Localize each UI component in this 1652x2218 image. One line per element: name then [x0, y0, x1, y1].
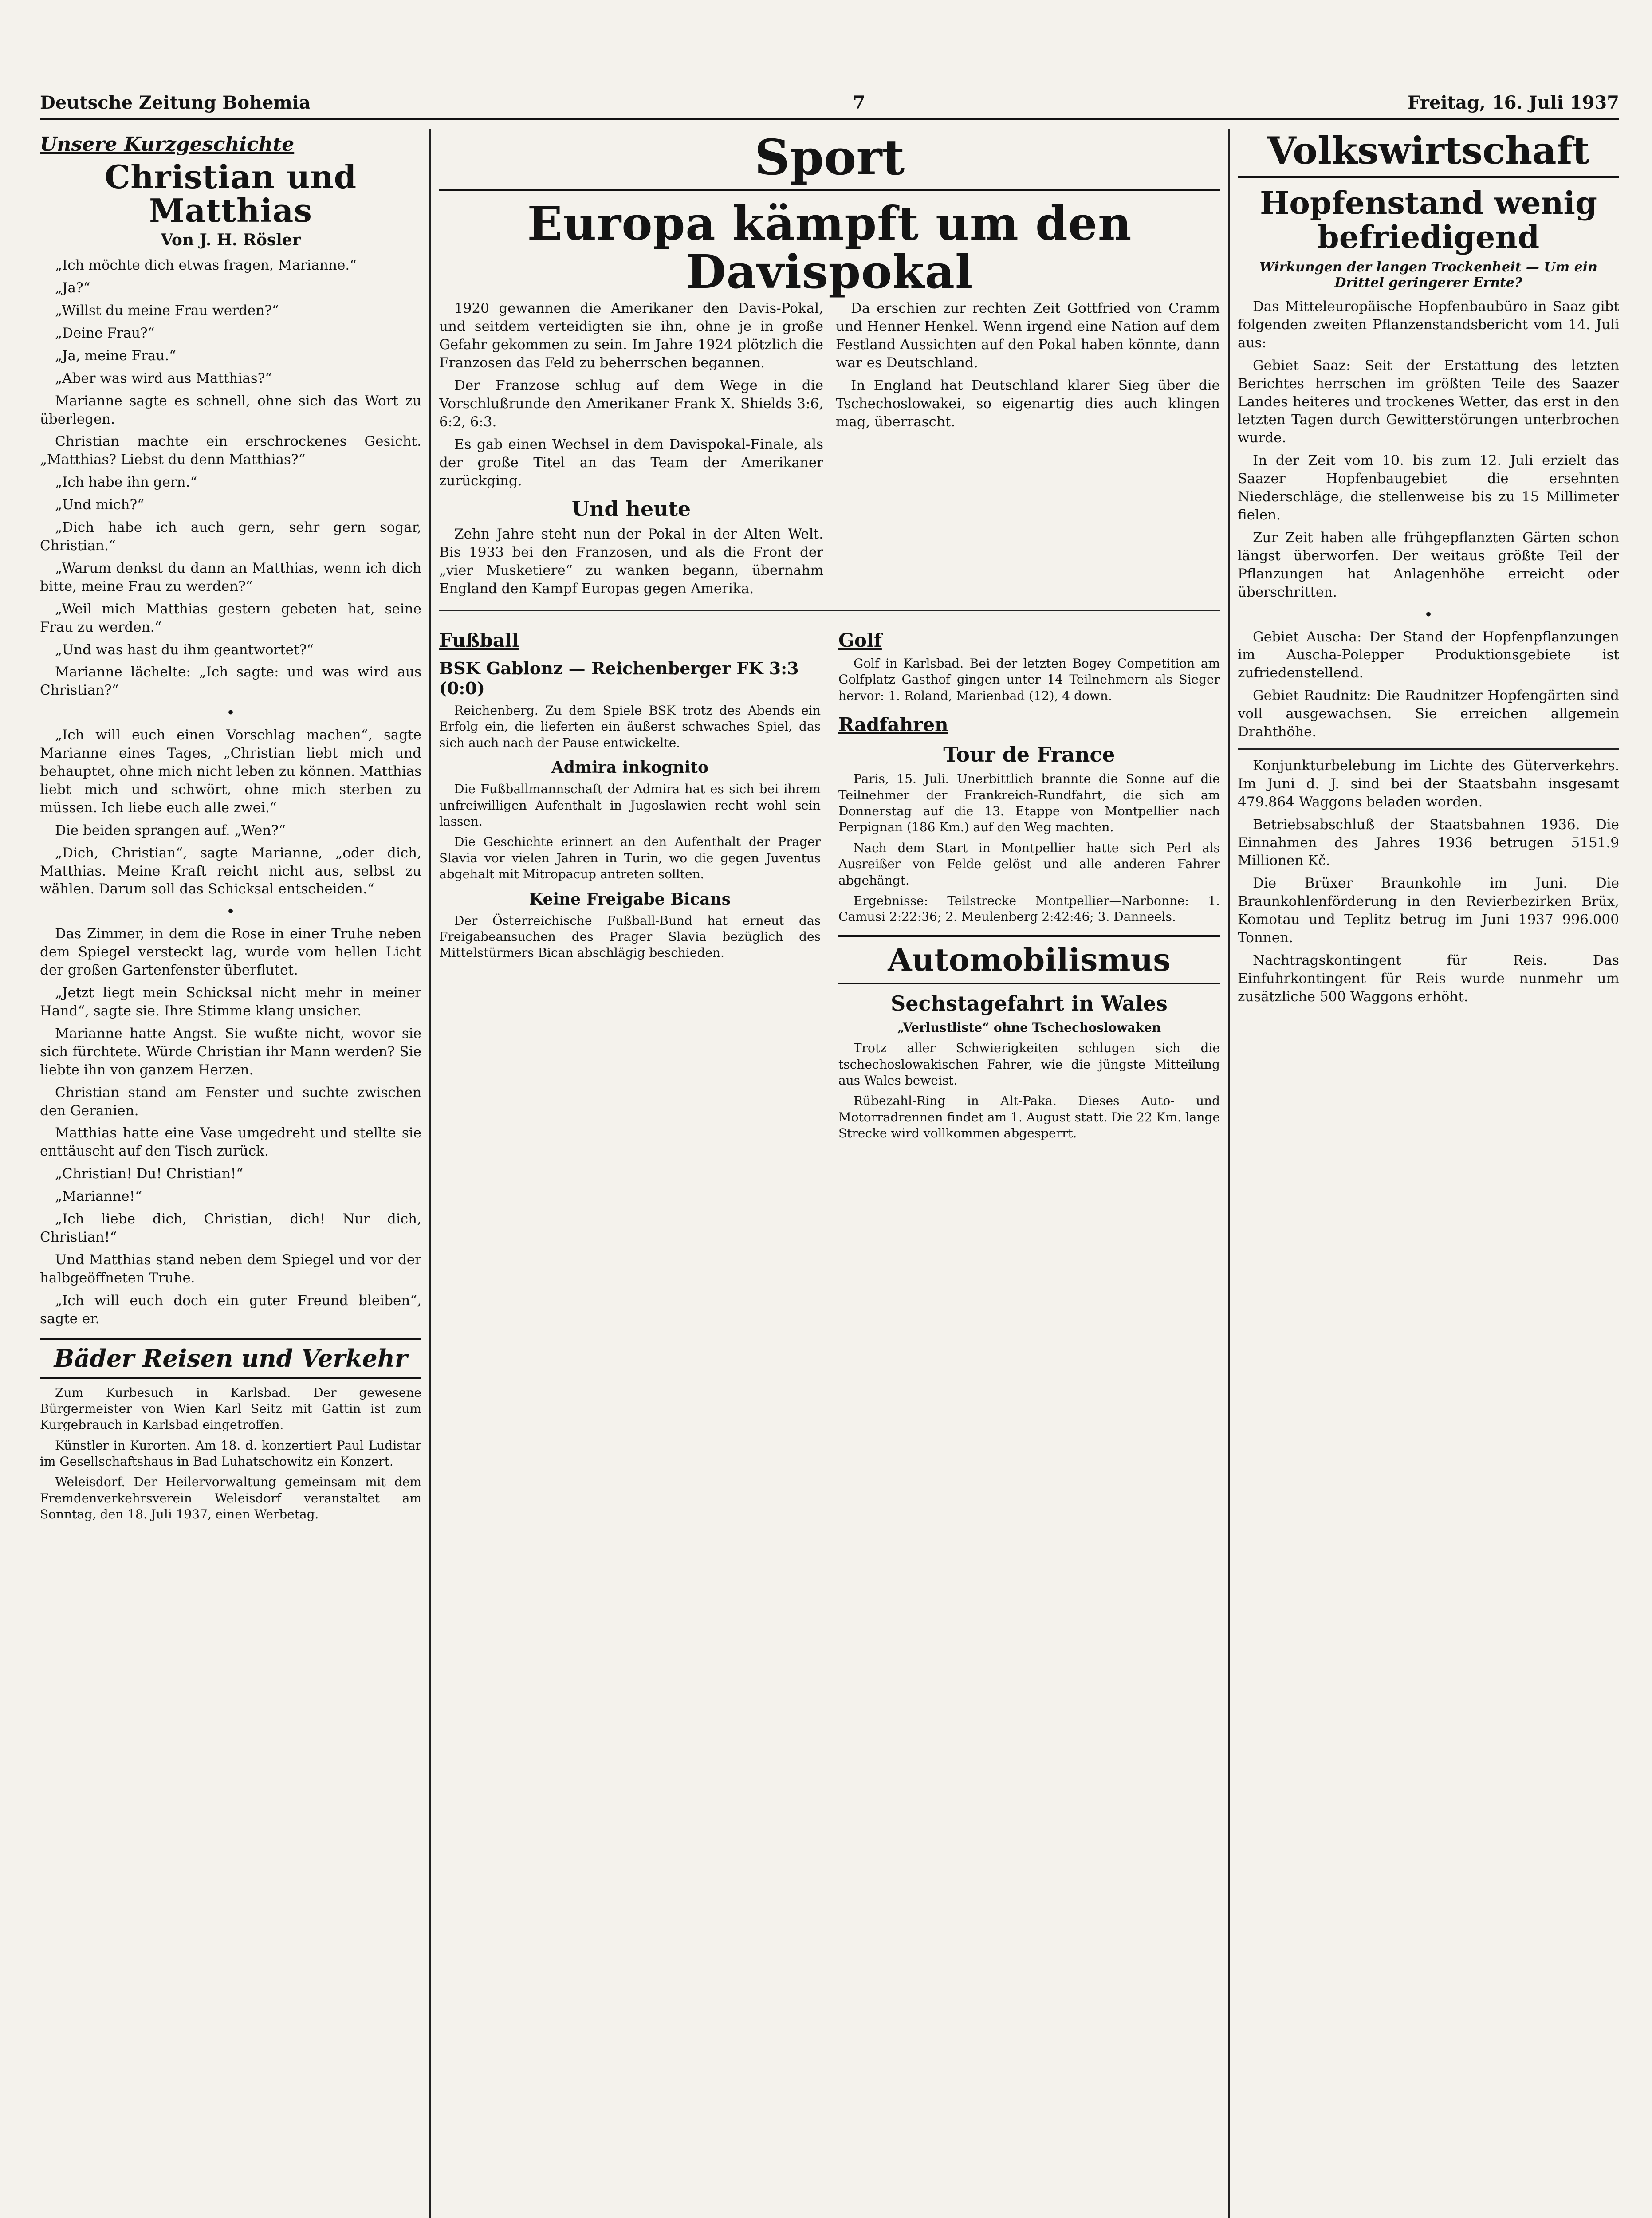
economy-paragraph: Zur Zeit haben alle frühgepflanzten Gärten schon längst überworfen. Der weitaus größte Teil der Pflanzungen hat Anlagenhöhe erreicht oder überschritten. — [1238, 529, 1619, 600]
motor-heading: Automobilismus — [838, 935, 1220, 984]
travel-paragraph: Künstler in Kurorten. Am 18. d. konzertiert Paul Ludistar im Gesellschaftshaus in Bad Luhatschowitz ein Konzert. — [40, 1438, 421, 1469]
economy-paragraph: Gebiet Auscha: Der Stand der Hopfenpflanzungen im Auscha-Polepper Produktionsgebiete ist zufriedenstellend. — [1238, 629, 1619, 681]
article-paragraph: Da erschien zur rechten Zeit Gottfried von Cramm und Henner Henkel. Wenn irgend eine Nation auf dem Festland Aussichten auf den Pokal haben könnte, dann war es Deutschland. — [836, 300, 1220, 371]
story-kicker: Unsere Kurzgeschichte — [40, 133, 295, 156]
issue-date: Freitag, 16. Juli 1937 — [1408, 92, 1619, 113]
economy-paragraph: Gebiet Saaz: Seit der Erstattung des letzten Berichtes herrschen im größten Teile des Saazer Landes heiteres und trockenes Wetter, das erst in den letzten Tagen durch Gewitterstörungen unterbrochen wurde. — [1238, 357, 1619, 446]
story-paragraph: „Ich liebe dich, Christian, dich! Nur dich, Christian!“ — [40, 1211, 421, 1245]
story-paragraph: „Ich möchte dich etwas fragen, Marianne.“ — [55, 257, 357, 274]
horizontal-rule — [1238, 748, 1619, 750]
article-paragraph: In England hat Deutschland klarer Sieg über die Tschechoslowakei, so eigenartig dies auch klingen mag, überrascht. — [836, 378, 1220, 430]
column-rule-right — [1228, 129, 1230, 2218]
story-paragraph: „Willst du meine Frau werden?“ — [55, 303, 279, 319]
story-paragraph: „Ich habe ihn gern.“ — [55, 474, 197, 491]
story-paragraph: Marianne sagte es schnell, ohne sich das Wort zu überlegen. — [40, 393, 421, 427]
story-paragraph: Christian stand am Fenster und suchte zwischen den Geranien. — [40, 1084, 421, 1119]
hops-lede: Wirkungen der langen Trockenheit — Um ein Drittel geringerer Ernte? — [1259, 260, 1597, 291]
article-paragraph: Der Franzose schlug auf dem Wege in die Vorschlußrunde den Amerikaner Frank X. Shields 3:6, 6:2, 6:3. — [439, 378, 823, 430]
tour-de-france-title: Tour de France — [943, 743, 1115, 767]
motor-paragraph: Trotz aller Schwierigkeiten schlugen sich die tschechoslowakischen Fahrer, wie die jüngste Mitteilung aus Wales beweist. — [838, 1041, 1220, 1088]
column-rule-left — [429, 129, 431, 2218]
story-paragraph: „Dich habe ich auch gern, sehr gern sogar, Christian.“ — [40, 519, 421, 554]
story-paragraph: „Jetzt liegt mein Schicksal nicht mehr in meiner Hand“, sagte sie. Ihre Stimme klang unsicher. — [40, 985, 421, 1019]
article-paragraph: Es gab einen Wechsel in dem Davispokal-Finale, als der große Titel an das Team der Amerikaner zurückging. — [439, 436, 823, 489]
paper-name: Deutsche Zeitung Bohemia — [40, 92, 311, 113]
sport-section-title: Sport — [439, 129, 1220, 191]
sport-subsections — [439, 620, 1220, 1146]
bican-heading: Keine Freigabe Bicans — [529, 889, 731, 908]
travel-paragraph: Weleisdorf. Der Heilervorwaltung gemeinsam mit dem Fremdenverkehrsverein Weleisdorf veranstaltet am Sonntag, den 18. Juli 1937, einen Werbetag. — [40, 1475, 421, 1522]
football-paragraph: Der Österreichische Fußball-Bund hat erneut das Freigabeansuchen des Prager Slavia bezüglich des Mittelstürmers Bican abschlägig beschieden. — [439, 913, 821, 960]
hops-headline: Hopfenstand wenig befriedigend — [1260, 185, 1597, 256]
cycling-heading: Radfahren — [838, 714, 948, 736]
football-section — [439, 620, 821, 1146]
section-separator: • — [226, 704, 236, 722]
football-match-result: BSK Gablonz — Reichenberger FK 3:3 (0:0) — [439, 658, 799, 699]
football-paragraph: Reichenberg. Zu dem Spiele BSK trotz des Abends ein Erfolg ein, die lieferten ein äußerst schwaches Spiel, das sich auch nach der Pause entwickelte. — [439, 703, 821, 750]
story-paragraph: „Und mich?“ — [55, 497, 144, 513]
story-paragraph: Die beiden sprangen auf. „Wen?“ — [55, 822, 286, 838]
football-paragraph: Die Fußballmannschaft der Admira hat es sich bei ihrem unfreiwilligen Aufenthalt in Jugoslawien recht wohl sein lassen. — [439, 782, 821, 829]
right-column — [1238, 129, 1619, 2218]
other-sports-section — [838, 620, 1220, 1146]
story-paragraph: Und Matthias stand neben dem Spiegel und vor der halbgeöffneten Truhe. — [40, 1251, 421, 1286]
motor-subtitle: „Verlustliste“ ohne Tschechoslowaken — [897, 1020, 1161, 1035]
admira-heading: Admira inkognito — [551, 758, 709, 777]
left-column — [40, 129, 421, 2218]
motor-paragraph: Rübezahl-Ring in Alt-Paka. Dieses Auto- und Motorradrennen findet am 1. August statt. Die 22 Km. lange Strecke wird vollkommen abgesperrt. — [838, 1093, 1220, 1141]
davis-cup-headline: Europa kämpft um den Davispokal — [527, 196, 1132, 299]
golf-paragraph: Golf in Karlsbad. Bei der letzten Bogey Competition am Golfplatz Gasthof gingen unter 14 Teilnehmern als Sieger hervor: 1. Roland, Marienbad (12), 4 down. — [838, 656, 1220, 703]
travel-section-title: Bäder Reisen und Verkehr — [40, 1338, 421, 1379]
story-paragraph: „Ich will euch einen Vorschlag machen“, sagte Marianne eines Tages, „Christian liebt mich und behauptet, ohne mich nicht leben zu können. Matthias liebt mich und schwört, ohne mich sterben zu müssen. Ich liebe euch alle zwei.“ — [40, 727, 421, 816]
travel-paragraph: Zum Kurbesuch in Karlsbad. Der gewesene Bürgermeister von Wien Karl Seitz mit Gattin ist zum Kurgebrauch in Karlsbad eingetroffen. — [40, 1385, 421, 1432]
story-paragraph: „Marianne!“ — [55, 1188, 142, 1205]
economy-paragraph: Betriebsabschluß der Staatsbahnen 1936. Die Einnahmen des Jahres 1936 betrugen 5151.9 Millionen Kč. — [1238, 816, 1619, 869]
und-heute-heading: Und heute — [571, 497, 691, 521]
story-paragraph: „Deine Frau?“ — [55, 325, 155, 341]
story-paragraph: Marianne lächelte: „Ich sagte: und was wird aus Christian?“ — [40, 664, 421, 699]
football-paragraph: Die Geschichte erinnert an den Aufenthalt der Prager Slavia vor vielen Jahren in Turin, wo die gegen Juventus abgehalt mit Mitropacup antreten sollten. — [439, 834, 821, 882]
economy-paragraph: Das Mitteleuropäische Hopfenbaubüro in Saaz gibt folgenden zweiten Pflanzenstandsbericht vom 14. Juli aus: — [1238, 299, 1619, 351]
article-paragraph: Zehn Jahre steht nun der Pokal in der Alten Welt. Bis 1933 bei den Franzosen, und als die Front der „vier Musketiere“ zu wanken begann, übernahm England den Kampf Europas gegen Amerika. — [439, 526, 823, 597]
economy-paragraph: Gebiet Raudnitz: Die Raudnitzer Hopfengärten sind voll ausgewachsen. Sie erreichen allgemein Drahthöhe. — [1238, 688, 1619, 740]
story-paragraph: „Ich will euch doch ein guter Freund bleiben“, sagte er. — [40, 1292, 421, 1327]
story-paragraph: Matthias hatte eine Vase umgedreht und stellte sie enttäuscht auf den Tisch zurück. — [40, 1125, 421, 1160]
cycling-paragraph: Nach dem Start in Montpellier hatte sich Perl als Ausreißer von Felde gelöst und alle anderen Fahrer abgehängt. — [838, 840, 1220, 888]
golf-heading: Golf — [838, 629, 882, 652]
story-paragraph: Christian machte ein erschrockenes Gesicht. „Matthias? Liebst du denn Matthias?“ — [40, 433, 421, 468]
story-paragraph: „Christian! Du! Christian!“ — [55, 1166, 244, 1182]
section-separator: • — [226, 903, 236, 921]
economy-paragraph: In der Zeit vom 10. bis zum 12. Juli erzielt das Saazer Hopfenbaugebiet die ersehnten Niederschläge, die stellenweise bis zu 15 Millimeter fielen. — [1238, 452, 1619, 523]
story-paragraph: „Warum denkst du dann an Matthias, wenn ich dich bitte, meine Frau zu werden?“ — [40, 560, 421, 594]
article-paragraph: 1920 gewannen die Amerikaner den Davis-Pokal, und seitdem verteidigten sie ihn, ohne je in große Gefahr gekommen zu sein. Im Jahre 1924 plötzlich die Franzosen das Feld zu beherrschen begannen. — [439, 300, 823, 371]
story-body — [40, 256, 421, 1328]
economy-section-title: Volkswirtschaft — [1238, 129, 1619, 178]
story-paragraph: „Dich, Christian“, sagte Marianne, „oder dich, Matthias. Meine Kraft reicht nicht aus, selbst zu wählen. Darum soll das Schicksal entscheiden.“ — [40, 845, 421, 897]
economy-paragraph: Die Brüxer Braunkohle im Juni. Die Braunkohlenförderung in den Revierbezirken Brüx, Komotau und Teplitz betrug im Juni 1937 996.000 Tonnen. — [1238, 875, 1619, 946]
masthead — [40, 84, 1619, 120]
section-separator: • — [1424, 606, 1433, 624]
football-heading: Fußball — [439, 629, 519, 652]
middle-column — [439, 129, 1220, 2218]
horizontal-rule — [439, 610, 1220, 611]
story-paragraph: „Ja, meine Frau.“ — [55, 347, 176, 364]
story-paragraph: Marianne hatte Angst. Sie wußte nicht, wovor sie sich fürchtete. Würde Christian ihr Mann werden? Sie liebte ihn von ganzem Herzen. — [40, 1025, 421, 1078]
davis-cup-article — [439, 299, 1220, 602]
newspaper-page — [40, 84, 1619, 2218]
motor-title: Sechstagefahrt in Wales — [891, 991, 1168, 1015]
story-paragraph: „Und was hast du ihm geantwortet?“ — [55, 641, 314, 658]
economy-paragraph: Konjunkturbelebung im Lichte des Güterverkehrs. Im Juni d. J. sind bei der Staatsbahn insgesamt 479.864 Waggons beladen worden. — [1238, 757, 1619, 810]
story-paragraph: Das Zimmer, in dem die Rose in einer Truhe neben dem Spiegel versteckt lag, wurde vom hellen Licht der großen Gartenfenster überflutet. — [40, 926, 421, 979]
story-paragraph: „Ja?“ — [55, 280, 90, 296]
page-number: 7 — [853, 92, 865, 113]
story-author: Von J. H. Rösler — [161, 231, 301, 250]
economy-paragraph: Nachtragskontingent für Reis. Das Einfuhrkontingent für Reis wurde nunmehr um zusätzliche 500 Waggons erhöht. — [1238, 952, 1619, 1005]
story-paragraph: „Weil mich Matthias gestern gebeten hat, seine Frau zu werden.“ — [40, 601, 421, 635]
story-paragraph: „Aber was wird aus Matthias?“ — [55, 370, 272, 386]
cycling-paragraph: Ergebnisse: Teilstrecke Montpellier—Narbonne: 1. Camusi 2:22:36; 2. Meulenberg 2:42:46; 3. Danneels. — [838, 893, 1220, 924]
story-title: Christian und Matthias — [104, 158, 357, 229]
cycling-paragraph: Paris, 15. Juli. Unerbittlich brannte die Sonne auf die Teilnehmer der Frankreich-Rundfahrt, die sich am Donnerstag auf die 13. Etappe von Montpellier nach Perpignan (186 Km.) auf den Weg machten. — [838, 771, 1220, 835]
